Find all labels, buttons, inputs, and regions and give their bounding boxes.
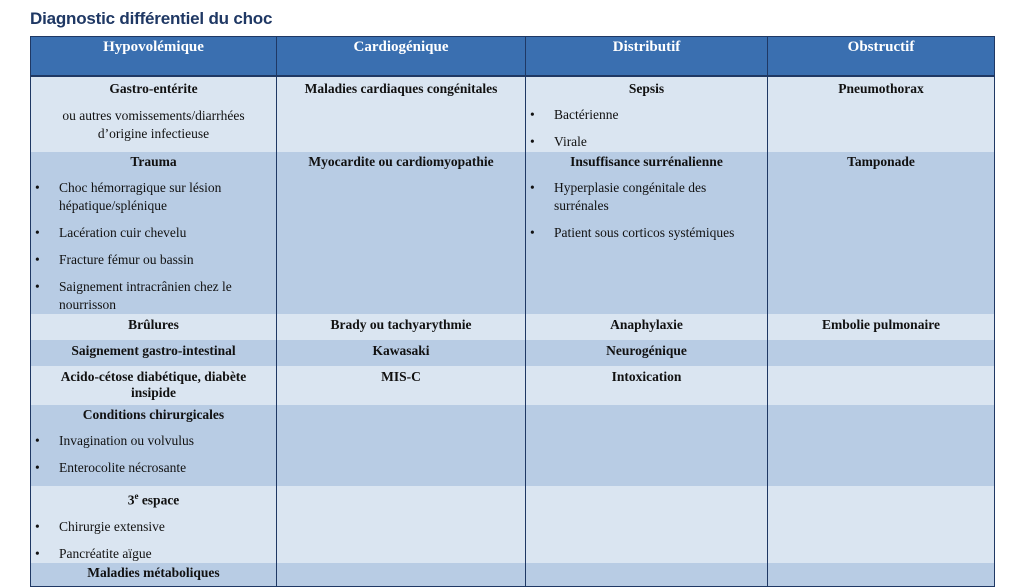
list-item: • Bactérienne	[534, 106, 759, 124]
bullet-list	[39, 179, 268, 314]
table-cell	[526, 486, 768, 563]
table-cell	[768, 152, 995, 314]
cell-heading: MIS-C	[381, 369, 421, 384]
list-item: • Lacération cuir chevelu	[39, 224, 268, 242]
cell-heading: Brady ou tachyarythmie	[330, 317, 472, 332]
cell-heading	[39, 487, 268, 509]
table-cell	[768, 340, 995, 366]
table-cell	[526, 314, 768, 340]
table-row	[31, 152, 995, 314]
table-cell	[277, 486, 526, 563]
table-cell	[277, 314, 526, 340]
list-item: • Hyperplasie congénitale des surrénales	[534, 179, 759, 215]
cell-heading: Acido-cétose diabétique, diabète insipide	[60, 369, 247, 400]
table-row	[31, 366, 995, 405]
cell-heading: Neurogénique	[606, 343, 687, 358]
list-item: • Invagination ou volvulus	[39, 432, 268, 450]
table-cell	[31, 152, 277, 314]
cell-heading: Anaphylaxie	[610, 317, 683, 332]
table-cell	[277, 366, 526, 405]
heading-superscript: e	[134, 491, 139, 501]
table-cell	[768, 486, 995, 563]
table-cell	[277, 563, 526, 587]
list-item: • Patient sous corticos systémiques	[534, 224, 759, 242]
table-row	[31, 486, 995, 563]
cell-heading: Brûlures	[128, 317, 179, 332]
header-cardiogenique: Cardiogénique	[277, 37, 526, 77]
table-cell	[277, 152, 526, 314]
table-cell	[277, 340, 526, 366]
page-title: Diagnostic différentiel du choc	[30, 9, 273, 28]
list-item: • Enterocolite nécrosante	[39, 459, 268, 477]
cell-heading: Kawasaki	[372, 343, 430, 358]
header-hypovolemique: Hypovolémique	[31, 37, 277, 77]
table-cell	[31, 563, 277, 587]
table-cell	[31, 76, 277, 152]
table-cell	[526, 366, 768, 405]
table-cell	[526, 340, 768, 366]
cell-heading: Myocardite ou cardiomyopathie	[308, 154, 494, 169]
table-row	[31, 563, 995, 587]
header-distributif: Distributif	[526, 37, 768, 77]
cell-heading: Tamponade	[847, 154, 915, 169]
bullet-list	[39, 432, 268, 477]
cell-heading: Maladies métaboliques	[87, 564, 220, 580]
table-cell	[31, 340, 277, 366]
list-item: • Virale	[534, 133, 759, 151]
cell-heading: Trauma	[130, 154, 177, 169]
cell-text: ou autres vomissements/diarrhées d’origine infectieuse	[62, 108, 245, 141]
cell-heading: Gastro-entérite	[109, 81, 198, 96]
table-cell	[277, 405, 526, 486]
header-obstructif: Obstructif	[768, 37, 995, 77]
table-row	[31, 405, 995, 486]
cell-heading: Intoxication	[611, 369, 682, 384]
header-row	[31, 37, 995, 77]
table-cell	[526, 563, 768, 587]
bullet-list	[534, 106, 759, 151]
table-cell	[31, 314, 277, 340]
list-item: • Choc hémorragique sur lésion hépatique/splénique	[39, 179, 268, 215]
table-row	[31, 340, 995, 366]
cell-heading: Sepsis	[628, 81, 665, 96]
list-item: • Saignement intracrânien chez le nourrisson	[39, 278, 268, 314]
table-cell	[768, 405, 995, 486]
cell-heading: Embolie pulmonaire	[822, 317, 940, 332]
cell-heading: Maladies cardiaques congénitales	[304, 81, 498, 96]
table-cell	[768, 366, 995, 405]
table-cell	[768, 76, 995, 152]
table-cell	[768, 314, 995, 340]
list-item: • Chirurgie extensive	[39, 518, 268, 536]
bullet-list	[534, 179, 759, 242]
table-row	[31, 314, 995, 340]
heading-rest: espace	[138, 492, 180, 508]
table-cell	[526, 76, 768, 152]
bullet-list	[39, 518, 268, 563]
table-cell	[526, 405, 768, 486]
cell-heading: Pneumothorax	[838, 81, 924, 96]
heading-number: 3	[127, 492, 135, 508]
table-row	[31, 76, 995, 152]
table-cell	[277, 76, 526, 152]
table-cell	[31, 366, 277, 405]
list-item: • Pancréatite aïgue	[39, 545, 268, 563]
cell-heading: Insuffisance surrénalienne	[570, 154, 723, 169]
table-cell	[31, 486, 277, 563]
shock-differential-table	[30, 36, 995, 587]
table-cell	[768, 563, 995, 587]
cell-heading: Conditions chirurgicales	[82, 407, 225, 422]
list-item: • Fracture fémur ou bassin	[39, 251, 268, 269]
table-cell	[31, 405, 277, 486]
table-cell	[526, 152, 768, 314]
cell-heading: Saignement gastro-intestinal	[71, 343, 236, 358]
